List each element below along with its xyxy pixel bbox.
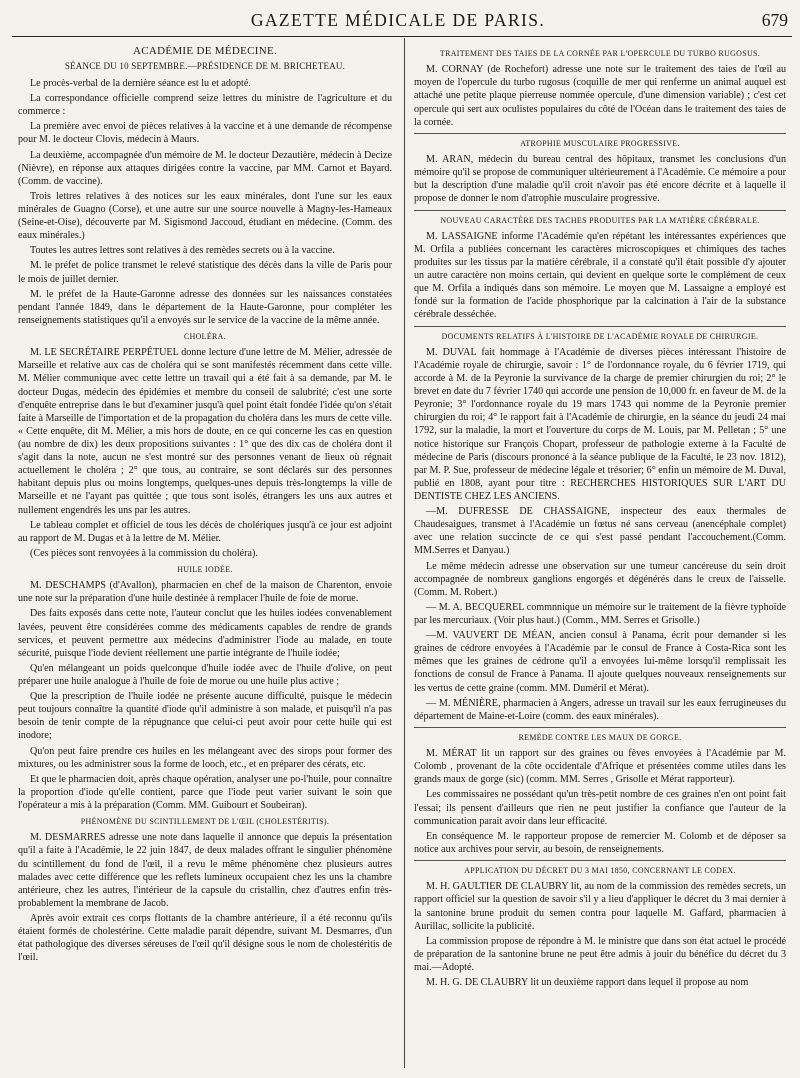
section-heading-atrophie: ATROPHIE MUSCULAIRE PROGRESSIVE. (520, 138, 680, 148)
header-rule (12, 36, 792, 37)
paragraph: Et que le pharmacien doit, après chaque opération, analyser une po-l'huile, pour connaître la proportion d'iode qu'elle contient, parce que l'iode peut varier suivant le soin que l'opérateur a mis à la préparation (Comm. MM. Guibourt et Soubeiran). (18, 773, 392, 811)
intro-paragraphs (18, 77, 392, 327)
paragraph: Qu'en mélangeant un poids quelconque d'huile iodée avec de l'huile d'olive, on peut préparer une huile analogue à l'huile de foie de morue ou une huile plus active ; (18, 662, 392, 687)
right-column (414, 44, 786, 1072)
section-rule (414, 860, 786, 861)
section-rule (414, 727, 786, 728)
paragraph: M. CORNAY (de Rochefort) adresse une note sur le traitement des taies de l'œil au moyen de l'opercule du turbo rugosus (coquille de mer qui renferme un animal auquel est attaché une petite plaque pierreuse nommée opercule, d'une dimension variable) ; c'est cet opercule qui sert aux oculistes populaires du côté de l'Océan dans le traitement des taies de la cornée. (414, 64, 786, 128)
section-heading-taies: TRAITEMENT DES TAIES DE LA CORNÉE PAR L'OPERCULE DU TURBO RUGOSUS. (439, 49, 761, 58)
page-number: 679 (761, 10, 788, 30)
section-rule (414, 133, 786, 134)
paragraph: Le même médecin adresse une observation sur une tumeur cancéreuse du sein droit accompagnée de nombreux ganglions engorgés et dégénérés dans le creux de l'aisselle. (Comm. M. Robert.) (414, 560, 786, 598)
paragraph: La première avec envoi de pièces relatives à la vaccine et à une demande de récompense pour M. le docteur Clovis, médecin à Maurs. (18, 121, 392, 146)
section-rule (414, 326, 786, 327)
session-heading: SÉANCE DU 10 SEPTEMBRE.—PRÉSIDENCE DE M. BRICHETEAU. (64, 61, 346, 72)
paragraph: M. H. G. DE CLAUBRY lit un deuxième rapport dans lequel il propose au nom (426, 977, 749, 989)
paragraph: —M. DUFRESSE DE CHASSAIGNE, inspecteur des eaux thermales de Chaudesaigues, transmet à l'Académie un fœtus né sans cerveau (anencéphale complet) avec une relation succincte de ce qui s'est passé pendant l'accouchement.(Comm. MM.Serres et Danyau.) (414, 506, 786, 557)
paragraph: M. ARAN, médecin du bureau central des hôpitaux, transmet les conclusions d'un mémoire qu'il se propose de communiquer ultérieurement à l'Académie. Ce mémoire a pour but la description d'une maladie qu'il croit n'avoir pas été encore décrite et à laquelle il propose de donner le nom d'atrophie musculaire progressive. (414, 154, 786, 205)
left-column (18, 44, 392, 1072)
paragraph: M. LE SECRÉTAIRE PERPÉTUEL donne lecture d'une lettre de M. Mélier, adressée de Marseille et relative aux cas de choléra qui se sont manifestés récemment dans cette ville. M. Mélier communique avec cette lettre un travail qui a été fait à sa demande, par M. le docteur Dugas, médecin des épidémies et membre du conseil de salubrité; c'est une sorte d'enquête entreprise dans le but d'examiner jusqu'à quel point était fondée l'idée qu'on s'était faite à Marseille de l'importation et de la propagation du choléra dans les murs de cette ville. « Cette enquête, dit M. Mélier, a mis hors de doute, en ce qui concerne les cas en question (au nombre de dix) les deux propositions suivantes : 1° que des dix cas de choléra dont il s'agit dans la note, aucun ne s'est montré sur des personnes venant de lieux où régnait actuellement le choléra ; 2° que tous, au contraire, se sont déclarés sur des personnes habitant depuis plus ou moins longtemps, quelques-unes depuis très-longtemps la ville de Marseille et ne l'ayant pas quittée ; que tous sont isolés, étrangers les uns aux autres et nullement engendrés les uns par les autres. (18, 347, 392, 516)
column-divider (404, 38, 405, 1068)
section-heading-huile: HUILE IODÉE. (177, 564, 233, 574)
section-heading-taches: NOUVEAU CARACTÈRE DES TACHES PRODUITES PAR LA MATIÈRE CÉRÉBRALE. (440, 215, 760, 225)
paragraph: Après avoir extrait ces corps flottants de la chambre antérieure, il a été reconnu qu'ils étaient formés de cholestérine. Cette maladie parait dépendre, suivant M. Desmarres, d'un état pathologique des diverses séreuses de l'œil qu'il désigne sous le nom de cholestéritis de l'œil. (18, 913, 392, 964)
paragraph: Toutes les autres lettres sont relatives à des remèdes secrets ou à la vaccine. (30, 245, 335, 257)
paragraph: Les commissaires ne possédant qu'un très-petit nombre de ces graines n'en ont point fait l'essai; ils pensent d'ailleurs que rien ne peut justifier la confiance que l'auteur de la communication parait avoir dans leur efficacité. (414, 789, 786, 827)
paragraph: Le procès-verbal de la dernière séance est lu et adopté. (30, 77, 251, 89)
section-heading-documents: DOCUMENTS RELATIFS À L'HISTOIRE DE L'ACADÉMIE ROYALE DE CHIRURGIE. (441, 331, 759, 341)
section-title: ACADÉMIE DE MÉDECINE. (132, 45, 278, 57)
paragraph: — M. MÉNIÈRE, pharmacien à Angers, adresse un travail sur les eaux ferrugineuses du département de Maine-et-Loire (comm. des eaux minérales). (414, 697, 786, 722)
paragraph: M. DUVAL fait hommage à l'Académie de diverses pièces intéressant l'histoire de l'Académie royale de chirurgie, savoir : 1° de l'ordonnance royale, du 6 février 1719, qui accorde à M. de la Peyronie la survivance de la charge de premier chirurgien du roi; 2° le brevet en date du 7 février 1740 qui accorde une pension de 10,000 fr. en faveur de M. de la Peyronie; 3° l'ordonnance royale du 19 mars 1743 qui nomme de la Peyronie premier chirurgien du roi; 4° le rapport fait à l'Académie de chirurgie, en la séance du jeudi 24 mai 1792, sur la maladie, la mort et l'ouverture du corps de M. Louis, par M. Pelletan ; 5° une notice historique sur François Chopart, professeur de pathologie externe à la Faculté de médecine de Paris (discours prononcé à la séance publique de la Faculté, le 23 nov. 1812), par M. P. Sue, professeur de médecine légale et trésorier; 6° enfin un mémoire de M. Duval, publié en 1808, ayant pour titre : RECHERCHES HISTORIQUES SUR L'ART DU DENTISTE CHEZ LES ANCIENS. (414, 346, 786, 503)
paragraph: Qu'on peut faire prendre ces huiles en les mélangeant avec des sirops pour former des mixtures, ou les administrer sous la forme de looch, etc., et en préparer des cérats, etc. (18, 745, 392, 770)
paragraph: Le tableau complet et officiel de tous les décès de cholériques jusqu'à ce jour est adjoint au rapport de M. Dugas et à la lettre de M. Mélier. (18, 519, 392, 544)
paragraph: M. DESMARRES adresse une note dans laquelle il annonce que depuis la présentation qu'il a faite à l'Académie, le 22 juin 1847, de deux malades offrant le singulier phénomène du scintillement du fond de l'œil, il a revu le même phénomène chez plusieurs autres malades avec cette différence que les reflets lumineux occupaient chez les uns la chambre antérieure, chez les autres, l'intérieur de la capsule du cristallin, chez d'autres enfin très-probablement la membrane de Jacob. (18, 832, 392, 909)
paragraph: La deuxième, accompagnée d'un mémoire de M. le docteur Dezautière, médecin à Decize (Nièvre), en réponse aux attaques dirigées contre la vaccine, par MM. Carnot et Bayard. (Comm. de vaccine). (18, 149, 392, 187)
section-heading-gorge: REMÈDE CONTRE LES MAUX DE GORGE. (518, 732, 682, 742)
paragraph: Que la prescription de l'huile iodée ne présente aucune difficulté, puisque le médecin peut toujours connaître la quantité d'iode qu'il administre à son malade, et puisqu'il n'a pas besoin de tenir compte de la répugnance que celui-ci peut avoir pour cette huile qui est inodore; (18, 691, 392, 742)
paragraph: — M. A. BECQUEREL commnnique un mémoire sur le traitement de la fièvre typhoïde par les mercuriaux. (Voir plus haut.) (Comm., MM. Serres et Grisolle.) (414, 601, 786, 626)
running-title: GAZETTE MÉDICALE DE PARIS. (250, 10, 546, 30)
paragraph: La correspondance officielle comprend seize lettres du ministre de l'agriculture et du commerce : (18, 93, 392, 118)
paragraph: (Ces pièces sont renvoyées à la commission du choléra). (30, 547, 258, 559)
paragraph: M. MÉRAT lit un rapport sur des graines ou fèves envoyées à l'Académie par M. Colomb , provenant de la côte occidentale d'Afrique et présentées comme utiles dans les grands maux de gorge (sic) (comm. MM. Serres , Grisolle et Mérat rapporteur). (414, 748, 786, 786)
section-heading-codex: APPLICATION DU DÉCRET DU 3 MAI 1850, CONCERNANT LE CODEX. (464, 866, 736, 876)
page-header (8, 10, 792, 34)
section-heading-cholera: CHOLÉRA. (183, 331, 227, 341)
paragraph: M. le préfet de police transmet le relevé statistique des décès dans la ville de Paris pour le mois de juillet dernier. (18, 260, 392, 285)
paragraph: M. LASSAIGNE informe l'Académie qu'en répétant les intéressantes expériences que M. Orfila a publiées concernant les caractères microscopiques et chimiques des taches produites sur les tissus par la matière cérébrale, il a constaté qu'il était possible d'y ajouter un autre caractère non moins certain, qui devient en quelque sorte le complément de ceux que M. Orfila a indiqués dans son mémoire. Le moyen que M. Lassaigne a employé est fondé sur la formation de l'acide phosphorique par la calcination à l'air de la substance cérébrale desséchée. (414, 230, 786, 321)
paragraph: En conséquence M. le rapporteur propose de remercier M. Colomb et de déposer sa notice aux archives pour servir, au besoin, de renseignements. (414, 830, 786, 855)
paragraph: M. DESCHAMPS (d'Avallon), pharmacien en chef de la maison de Charenton, envoie une note sur la préparation d'une huile destinée à remplacer l'huile de foie de morue. (18, 580, 392, 605)
section-heading-scintillement: PHÉNOMÈNE DU SCINTILLEMENT DE L'ŒIL (CHOLESTÉRITIS). (80, 817, 330, 827)
paragraph: Trois lettres relatives à des notices sur les eaux minérales, dont l'une sur les eaux minérales de Guagno (Corse), et une autre sur une source nouvelle à Magny-les-Hameaux (Seine-et-Oise), découverte par M. Sigismond Jaccoud, étudiant en médecine. (Comm. des eaux minérales.) (18, 190, 392, 242)
paragraph: —M. VAUVERT DE MÉAN, ancien consul à Panama, écrit pour demander si les graines de cédrore envoyées à l'Académie par le consul de France à Costa-Rica sont les mêmes que les graines de cédrone qu'il a envoyées lui-même lorsqu'il remplissait les fonctions de consul de France à Panama. Il ajoute quelques nouveaux renseignements sur les vertus de cette graine (comm. MM. Duméril et Mérat). (414, 630, 786, 694)
paragraph: M. H. GAULTIER DE CLAUBRY lit, au nom de la commission des remèdes secrets, un rapport officiel sur la question de savoir s'il y a lieu d'appliquer le décret du 3 mai dernier à la santonine brune produit du semen contra pour laquelle M. Gaffard, pharmacien à Aurillac, sollicite la publicité. (414, 881, 786, 932)
paragraph: La commission propose de répondre à M. le ministre que dans son état actuel le procédé de préparation de la santonine brune ne peut être admis à jouir du bénéfice du décret du 3 mai.—Adopté. (414, 935, 786, 973)
section-rule (414, 210, 786, 211)
paragraph: Des faits exposés dans cette note, l'auteur conclut que les huiles iodées convenablement lavées, peuvent être considérées comme des médicaments capables de rendre de grands services, et peuvent permettre aux médecins d'administrer l'iode au malade, en toute sécurité, puisque l'iode devient réellement une partie intégrante de l'huile iodée; (18, 608, 392, 659)
paragraph: M. le préfet de la Haute-Garonne adresse des données sur les naissances constatées pendant l'année 1849, dans le département de la Haute-Garonne, pour compléter les renseignements statistiques qu'il a envoyés sur le service de la vaccine de la même année. (18, 288, 392, 326)
